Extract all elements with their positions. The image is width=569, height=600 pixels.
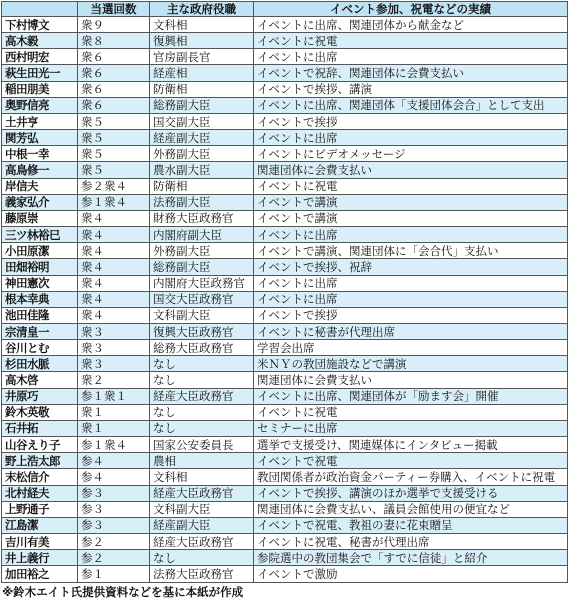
position-cell: 外務副大臣 xyxy=(150,146,254,162)
terms-cell: 参１衆４ xyxy=(78,194,150,210)
terms-cell: 衆４ xyxy=(78,291,150,307)
header-activities: イベント参加、祝電などの実績 xyxy=(254,2,568,17)
position-cell: 経産大臣政務官 xyxy=(150,388,254,404)
activity-cell: イベントで講演、関連団体に「会合代」支払い xyxy=(254,243,568,259)
position-cell: 農相 xyxy=(150,453,254,469)
name-cell: 井原巧 xyxy=(2,388,78,404)
table-row xyxy=(2,113,568,129)
table-row xyxy=(2,307,568,323)
activity-cell: イベントに祝電 xyxy=(254,404,568,420)
table-row xyxy=(2,437,568,453)
terms-cell: 衆４ xyxy=(78,259,150,275)
header-position: 主な政府役職 xyxy=(150,2,254,17)
activity-cell: イベントで挨拶、講演のほか選挙で支援受ける xyxy=(254,485,568,501)
name-cell: 加田裕之 xyxy=(2,566,78,583)
table-row xyxy=(2,485,568,501)
name-cell: 西村明宏 xyxy=(2,49,78,65)
position-cell: なし xyxy=(150,356,254,372)
activity-cell: 参院選中の教団集会で「すでに信徒」と紹介 xyxy=(254,550,568,566)
name-cell: 小田原潔 xyxy=(2,243,78,259)
name-cell: 高木毅 xyxy=(2,33,78,49)
terms-cell: 参４ xyxy=(78,453,150,469)
terms-cell: 衆３ xyxy=(78,323,150,339)
position-cell: 文科相 xyxy=(150,469,254,485)
position-cell: 農水副大臣 xyxy=(150,162,254,178)
table-body xyxy=(2,17,568,583)
table-row xyxy=(2,178,568,194)
terms-cell: 衆６ xyxy=(78,49,150,65)
header-terms: 当選回数 xyxy=(78,2,150,17)
activity-cell: イベントに祝電 xyxy=(254,33,568,49)
position-cell: 外務副大臣 xyxy=(150,243,254,259)
header-row xyxy=(2,2,568,17)
table-row xyxy=(2,340,568,356)
activity-cell: イベントに祝電、秘書が代理出席 xyxy=(254,534,568,550)
position-cell: なし xyxy=(150,404,254,420)
position-cell: 復興大臣政務官 xyxy=(150,323,254,339)
terms-cell: 衆４ xyxy=(78,210,150,226)
name-cell: 鈴木英敬 xyxy=(2,404,78,420)
position-cell: 文科副大臣 xyxy=(150,307,254,323)
table-row xyxy=(2,420,568,436)
terms-cell: 参１衆４ xyxy=(78,437,150,453)
position-cell: 経産相 xyxy=(150,65,254,81)
activity-cell: イベントに出席 xyxy=(254,291,568,307)
position-cell: 経産大臣政務官 xyxy=(150,534,254,550)
table-row xyxy=(2,259,568,275)
terms-cell: 衆４ xyxy=(78,227,150,243)
position-cell: 官房副長官 xyxy=(150,49,254,65)
position-cell: 内閣府副大臣 xyxy=(150,227,254,243)
activity-cell: イベントに出席 xyxy=(254,275,568,291)
terms-cell: 衆６ xyxy=(78,97,150,113)
footnote: ※鈴木エイト氏提供資料などを基に本紙が作成 xyxy=(2,585,244,599)
activity-cell: 学習会出席 xyxy=(254,340,568,356)
activity-cell: イベントに出席、関連団体「支援団体会合」として支出 xyxy=(254,97,568,113)
name-cell: 萩生田光一 xyxy=(2,65,78,81)
position-cell: 経産副大臣 xyxy=(150,517,254,533)
terms-cell: 衆４ xyxy=(78,275,150,291)
name-cell: 山谷えり子 xyxy=(2,437,78,453)
terms-cell: 衆３ xyxy=(78,340,150,356)
position-cell: 文科副大臣 xyxy=(150,501,254,517)
table-row xyxy=(2,65,568,81)
table-row xyxy=(2,469,568,485)
activity-cell: 教団関係者が政治資金パーティー券購入、イベントに祝電 xyxy=(254,469,568,485)
name-cell: 神田憲次 xyxy=(2,275,78,291)
terms-cell: 衆５ xyxy=(78,162,150,178)
name-cell: 田畑裕明 xyxy=(2,259,78,275)
position-cell: 国交大臣政務官 xyxy=(150,291,254,307)
terms-cell: 衆５ xyxy=(78,113,150,129)
position-cell: 法務大臣政務官 xyxy=(150,566,254,583)
activity-cell: イベントにビデオメッセージ xyxy=(254,146,568,162)
terms-cell: 衆１ xyxy=(78,404,150,420)
table-row xyxy=(2,501,568,517)
activity-cell: イベントに祝電 xyxy=(254,178,568,194)
terms-cell: 衆６ xyxy=(78,65,150,81)
position-cell: 内閣府大臣政務官 xyxy=(150,275,254,291)
name-cell: 宗清皇一 xyxy=(2,323,78,339)
position-cell: 総務副大臣 xyxy=(150,97,254,113)
name-cell: 北村経夫 xyxy=(2,485,78,501)
activity-cell: イベントで祝電 xyxy=(254,453,568,469)
terms-cell: 衆４ xyxy=(78,307,150,323)
officials-table xyxy=(1,1,568,583)
position-cell: 財務大臣政務官 xyxy=(150,210,254,226)
name-cell: 藤原崇 xyxy=(2,210,78,226)
activity-cell: イベントに出席 xyxy=(254,49,568,65)
table-row xyxy=(2,33,568,49)
activity-cell: 米ＮＹの教団施設などで講演 xyxy=(254,356,568,372)
activity-cell: イベントに出席 xyxy=(254,130,568,146)
name-cell: 岸信夫 xyxy=(2,178,78,194)
terms-cell: 衆１ xyxy=(78,420,150,436)
name-cell: 末松信介 xyxy=(2,469,78,485)
activity-cell: イベントに出席 xyxy=(254,227,568,243)
terms-cell: 参４ xyxy=(78,469,150,485)
table-row xyxy=(2,243,568,259)
activity-cell: イベントで祝電、教祖の妻に花束贈呈 xyxy=(254,517,568,533)
position-cell: 復興相 xyxy=(150,33,254,49)
activity-cell: イベントで挨拶 xyxy=(254,113,568,129)
activity-cell: 選挙で支援受け、関連媒体にインタビュー掲載 xyxy=(254,437,568,453)
activity-cell: 関連団体に会費支払い xyxy=(254,372,568,388)
name-cell: 土井亨 xyxy=(2,113,78,129)
position-cell: 法務副大臣 xyxy=(150,194,254,210)
position-cell: なし xyxy=(150,372,254,388)
position-cell: 防衛相 xyxy=(150,81,254,97)
position-cell: 国交副大臣 xyxy=(150,113,254,129)
table-row xyxy=(2,227,568,243)
table-row xyxy=(2,210,568,226)
name-cell: 野上浩太郎 xyxy=(2,453,78,469)
terms-cell: 参３ xyxy=(78,485,150,501)
table-row xyxy=(2,404,568,420)
table-row xyxy=(2,323,568,339)
terms-cell: 衆４ xyxy=(78,243,150,259)
terms-cell: 参１衆１ xyxy=(78,388,150,404)
table-row xyxy=(2,453,568,469)
header-name xyxy=(2,2,78,17)
terms-cell: 衆６ xyxy=(78,81,150,97)
terms-cell: 衆９ xyxy=(78,17,150,33)
activity-cell: イベントで祝辞、関連団体に会費支払い xyxy=(254,65,568,81)
terms-cell: 参３ xyxy=(78,517,150,533)
name-cell: 義家弘介 xyxy=(2,194,78,210)
name-cell: 根本幸典 xyxy=(2,291,78,307)
terms-cell: 参３ xyxy=(78,501,150,517)
table-row xyxy=(2,291,568,307)
table-row xyxy=(2,81,568,97)
name-cell: 石井拓 xyxy=(2,420,78,436)
position-cell: 経産副大臣 xyxy=(150,130,254,146)
table-row xyxy=(2,550,568,566)
position-cell: なし xyxy=(150,420,254,436)
table-row xyxy=(2,388,568,404)
table-row xyxy=(2,372,568,388)
terms-cell: 衆２ xyxy=(78,372,150,388)
table-row xyxy=(2,17,568,33)
name-cell: 谷川とむ xyxy=(2,340,78,356)
table-row xyxy=(2,162,568,178)
activity-cell: セミナーに出席 xyxy=(254,420,568,436)
name-cell: 中根一幸 xyxy=(2,146,78,162)
name-cell: 高鳥修一 xyxy=(2,162,78,178)
name-cell: 池田佳隆 xyxy=(2,307,78,323)
position-cell: 総務副大臣 xyxy=(150,259,254,275)
name-cell: 江島潔 xyxy=(2,517,78,533)
table-row xyxy=(2,534,568,550)
terms-cell: 衆８ xyxy=(78,33,150,49)
name-cell: 奥野信亮 xyxy=(2,97,78,113)
table-row xyxy=(2,49,568,65)
name-cell: 下村博文 xyxy=(2,17,78,33)
activity-cell: イベントで講演 xyxy=(254,194,568,210)
position-cell: 文科相 xyxy=(150,17,254,33)
table-row xyxy=(2,97,568,113)
table-row xyxy=(2,566,568,583)
name-cell: 井上義行 xyxy=(2,550,78,566)
table-row xyxy=(2,517,568,533)
name-cell: 稲田朋美 xyxy=(2,81,78,97)
activity-cell: イベントに秘書が代理出席 xyxy=(254,323,568,339)
name-cell: 上野通子 xyxy=(2,501,78,517)
activity-cell: イベントで挨拶、講演 xyxy=(254,81,568,97)
activity-cell: イベントで挨拶 xyxy=(254,307,568,323)
position-cell: 経産大臣政務官 xyxy=(150,485,254,501)
terms-cell: 衆５ xyxy=(78,146,150,162)
position-cell: なし xyxy=(150,550,254,566)
activity-cell: イベントで挨拶、祝辞 xyxy=(254,259,568,275)
position-cell: 総務大臣政務官 xyxy=(150,340,254,356)
name-cell: 関芳弘 xyxy=(2,130,78,146)
activity-cell: イベントで講演 xyxy=(254,210,568,226)
name-cell: 杉田水脈 xyxy=(2,356,78,372)
name-cell: 高木啓 xyxy=(2,372,78,388)
activity-cell: 関連団体に会費支払い xyxy=(254,162,568,178)
activity-cell: イベントで激励 xyxy=(254,566,568,583)
table-row xyxy=(2,275,568,291)
activity-cell: イベントに出席、関連団体が「励ます会」開催 xyxy=(254,388,568,404)
name-cell: 三ツ林裕巳 xyxy=(2,227,78,243)
name-cell: 吉川有美 xyxy=(2,534,78,550)
position-cell: 国家公安委員長 xyxy=(150,437,254,453)
terms-cell: 参２ xyxy=(78,550,150,566)
activity-cell: イベントに出席、関連団体から献金など xyxy=(254,17,568,33)
activity-cell: 関連団体に会費支払い、議員会館使用の便宜など xyxy=(254,501,568,517)
table-row xyxy=(2,356,568,372)
table-row xyxy=(2,130,568,146)
table-row xyxy=(2,146,568,162)
terms-cell: 衆３ xyxy=(78,356,150,372)
terms-cell: 参２衆４ xyxy=(78,178,150,194)
terms-cell: 参１ xyxy=(78,566,150,583)
table-row xyxy=(2,194,568,210)
position-cell: 防衛相 xyxy=(150,178,254,194)
terms-cell: 参２ xyxy=(78,534,150,550)
terms-cell: 衆５ xyxy=(78,130,150,146)
